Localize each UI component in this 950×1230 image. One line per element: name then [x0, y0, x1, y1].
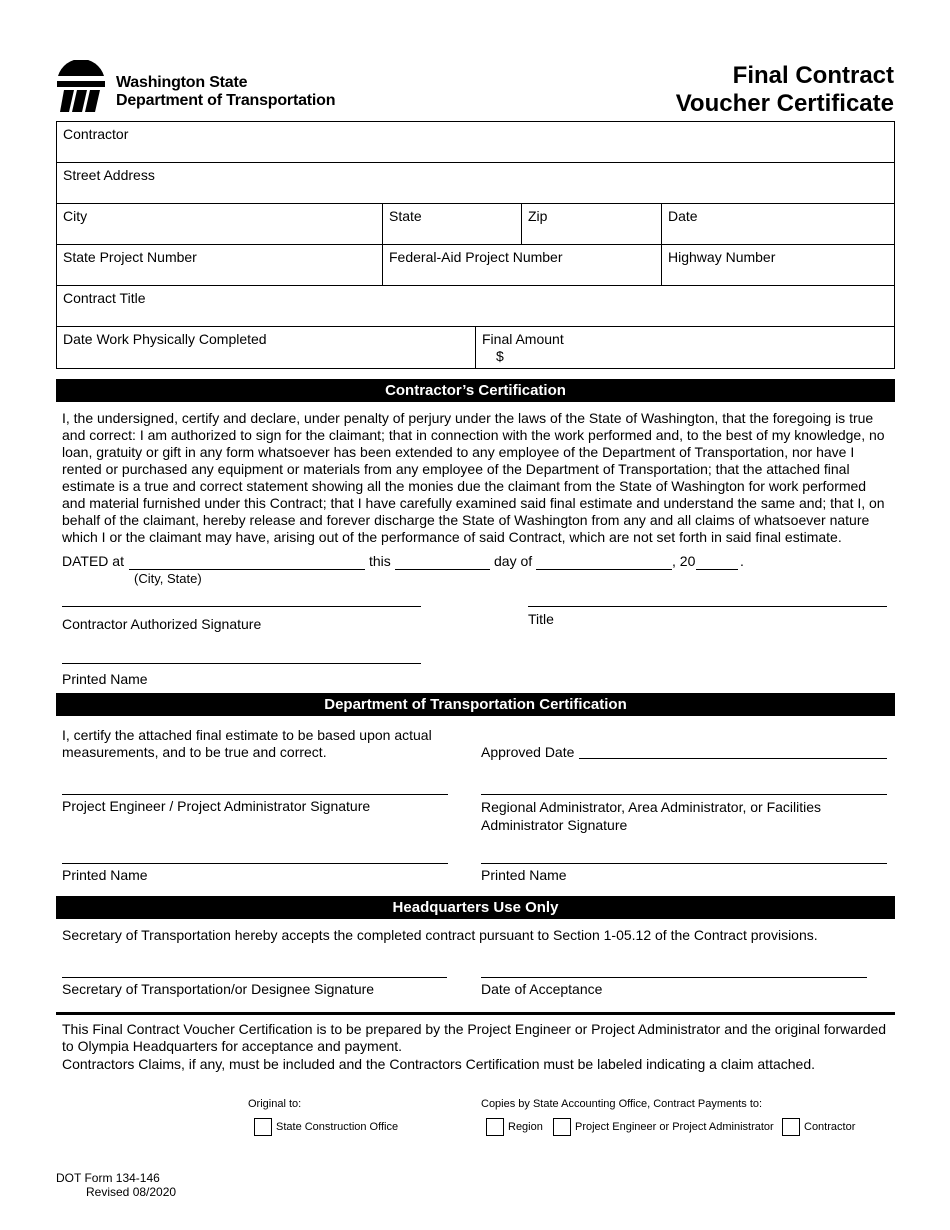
logo-text-line2: Department of Transportation [116, 92, 336, 109]
contractor-certification-heading: Contractor’s Certification [56, 379, 895, 402]
title-line[interactable] [528, 606, 887, 607]
copies-by-label: Copies by State Accounting Office, Contract Payments to: [481, 1098, 763, 1110]
date-work-completed-field[interactable] [56, 326, 476, 369]
secretary-signature-label: Secretary of Transportation/or Designee Signature [62, 981, 375, 997]
form-number: DOT Form 134-146 [56, 1171, 160, 1185]
form-title-line1: Final Contract [732, 62, 894, 89]
city-state-hint: (City, State) [134, 571, 202, 586]
this-label: this [369, 553, 391, 569]
engineer-signature-label: Project Engineer / Project Administrator Signature [62, 798, 371, 814]
state-construction-office-label: State Construction Office [276, 1121, 399, 1133]
contractor-label: Contractor [63, 126, 129, 142]
contractor-signature-line[interactable] [62, 606, 421, 607]
highway-number-field[interactable] [661, 244, 895, 286]
day-input[interactable] [395, 569, 490, 570]
state-project-number-label: State Project Number [63, 249, 197, 265]
dollar-sign: $ [496, 348, 504, 364]
date-of-acceptance-line[interactable] [481, 977, 867, 978]
contractor-checkbox[interactable] [782, 1118, 800, 1136]
street-address-label: Street Address [63, 167, 155, 183]
project-engineer-checkbox[interactable] [553, 1118, 571, 1136]
footer-note-line2: Contractors Claims, if any, must be included and the Contractors Certification must be labeled indicating a claim attached. [62, 1056, 815, 1072]
regional-signature-label: Regional Administrator, Area Administrator, or Facilities Administrator Signature [481, 799, 822, 833]
dated-period: . [740, 553, 744, 569]
logo-text-line1: Washington State [116, 74, 248, 91]
contractor-certification-text: I, the undersigned, certify and declare, under penalty of perjury under the laws of the State of Washington, that the foregoing is true and correct: I am authorized to sign for the claimant; that in connection with the work performed and, to the best of my knowledge, no loan, gratuity or gift in any form whatsoever has been extended to any employee of the Department of Transportation, nor have I rented or purchased any equipment or materials from any employee of the Department of Transportation; that the attached final estimate is a true and correct statement showing all the monies due the claimant from the State of Washington for work performed and material furnished under this Contract; that I have carefully examined said final estimate and understand the same and; that I, on behalf of the claimant, hereby release and forever discharge the State of Washington from any and all claims of whatsoever nature which I or the claimant may have, arising out of the performance of said Contract, which are not set forth in said final estimate. [62, 410, 885, 545]
title-label: Title [528, 611, 554, 627]
approved-date-label: Approved Date [481, 744, 575, 760]
regional-printed-name-line[interactable] [481, 863, 887, 864]
dot-certification-text: I, certify the attached final estimate to be based upon actual measurements, and to be true and correct. [62, 727, 432, 760]
federal-aid-project-number-field[interactable] [382, 244, 662, 286]
date-of-acceptance-label: Date of Acceptance [481, 981, 603, 997]
federal-aid-project-number-label: Federal-Aid Project Number [389, 249, 563, 265]
contractor-printed-name-label: Printed Name [62, 671, 148, 687]
wsdot-logo-icon [56, 60, 106, 112]
contractor-field[interactable] [56, 121, 895, 163]
state-field[interactable] [382, 203, 522, 245]
state-project-number-field[interactable] [56, 244, 383, 286]
engineer-printed-name-label: Printed Name [62, 867, 148, 883]
year-input[interactable] [696, 569, 738, 570]
region-label: Region [508, 1121, 543, 1133]
dated-at-city-input[interactable] [129, 569, 365, 570]
regional-printed-name-label: Printed Name [481, 867, 567, 883]
day-of-label: day of [494, 553, 533, 569]
contract-title-field[interactable] [56, 285, 895, 327]
date-work-completed-label: Date Work Physically Completed [63, 331, 267, 347]
contractor-signature-label: Contractor Authorized Signature [62, 616, 262, 632]
wsdot-logo [56, 60, 376, 116]
approved-date-input[interactable] [579, 758, 887, 759]
regional-signature-line[interactable] [481, 794, 887, 795]
region-checkbox[interactable] [486, 1118, 504, 1136]
dot-certification-heading: Department of Transportation Certification [56, 693, 895, 716]
dated-at-label: DATED at [62, 553, 124, 569]
contract-title-label: Contract Title [63, 290, 146, 306]
date-field[interactable] [661, 203, 895, 245]
hq-use-only-heading: Headquarters Use Only [56, 896, 895, 919]
footer-note-line1: This Final Contract Voucher Certification is to be prepared by the Project Engineer or Project Administrator and the original forwarded to Olympia Headquarters for acceptance and payment. [62, 1021, 887, 1054]
date-label: Date [668, 208, 698, 224]
city-label: City [63, 208, 88, 224]
state-construction-office-checkbox[interactable] [254, 1118, 272, 1136]
state-label: State [389, 208, 422, 224]
month-input[interactable] [536, 569, 672, 570]
zip-field[interactable] [521, 203, 662, 245]
original-to-label: Original to: [248, 1098, 302, 1110]
form-revised: Revised 08/2020 [86, 1185, 177, 1199]
year-prefix: , 20 [672, 553, 696, 569]
secretary-signature-line[interactable] [62, 977, 447, 978]
highway-number-label: Highway Number [668, 249, 776, 265]
project-engineer-label: Project Engineer or Project Administrator [575, 1121, 774, 1133]
contractor-printed-name-line[interactable] [62, 663, 421, 664]
section-divider [56, 1012, 895, 1015]
form-title [676, 62, 894, 118]
contractor-copy-label: Contractor [804, 1121, 856, 1133]
city-field[interactable] [56, 203, 383, 245]
zip-label: Zip [528, 208, 548, 224]
final-amount-field[interactable] [475, 326, 895, 369]
engineer-printed-name-line[interactable] [62, 863, 448, 864]
engineer-signature-line[interactable] [62, 794, 448, 795]
form-title-line2: Voucher Certificate [675, 90, 894, 117]
street-address-field[interactable] [56, 162, 895, 204]
hq-acceptance-text: Secretary of Transportation hereby accepts the completed contract pursuant to Section 1-05.12 of the Contract provisions. [62, 927, 818, 943]
final-amount-label: Final Amount [482, 331, 564, 347]
